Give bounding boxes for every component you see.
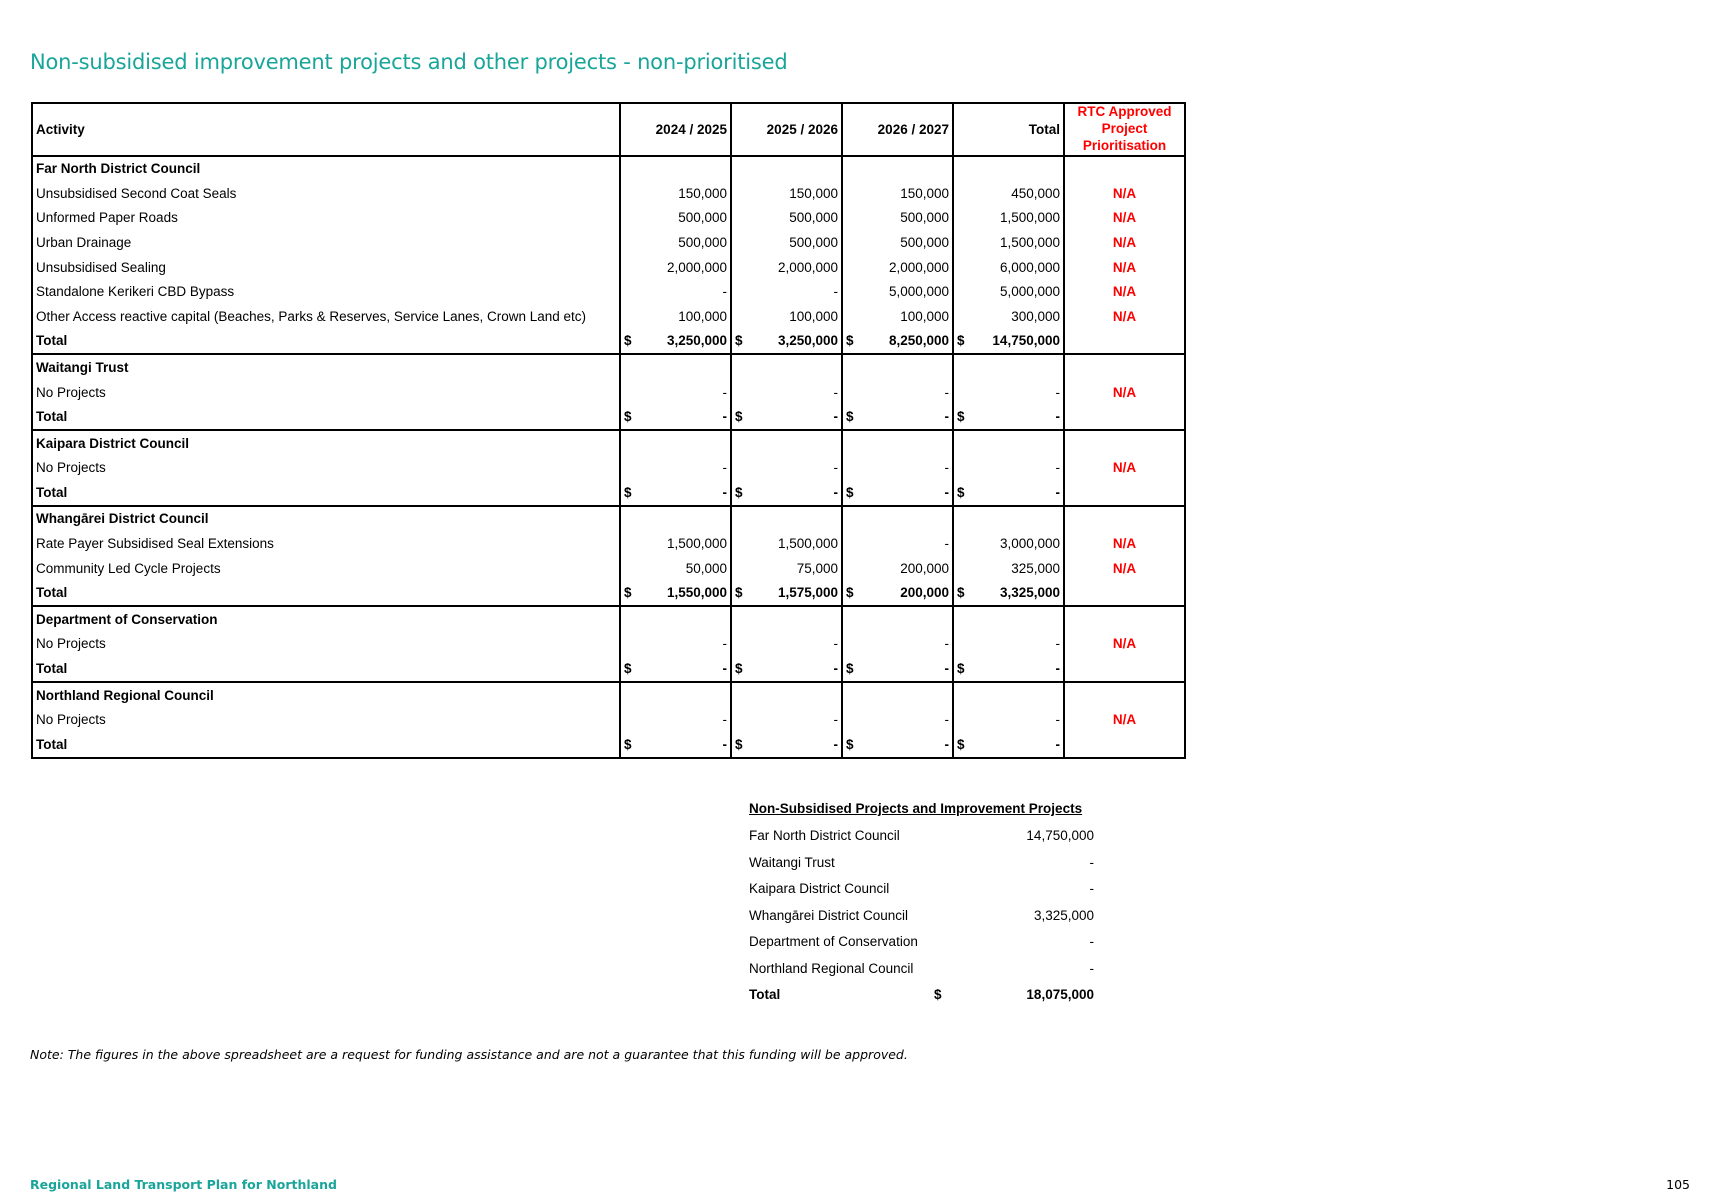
currency-symbol: $ (957, 484, 965, 500)
empty-cell (1064, 682, 1185, 708)
total-y2-cell (731, 657, 842, 683)
currency-symbol: $ (735, 661, 743, 677)
empty-cell (731, 606, 842, 632)
empty-cell (953, 506, 1064, 532)
total-value: 3,250,000 (777, 333, 838, 349)
activity-cell: Unsubsidised Second Coat Seals (32, 181, 620, 206)
currency-symbol: $ (846, 333, 854, 349)
summary-heading: Non-Subsidised Projects and Improvement Projects (749, 801, 1083, 816)
empty-cell (620, 682, 731, 708)
total-total-cell (953, 480, 1064, 506)
table-row (32, 304, 1185, 329)
y2-cell: - (731, 632, 842, 657)
table-row (32, 556, 1185, 581)
activity-cell: No Projects (32, 380, 620, 405)
rtc-cell: N/A (1064, 380, 1185, 405)
total-value: - (944, 661, 949, 677)
total-y3-cell (842, 581, 953, 607)
group-name: Waitangi Trust (32, 354, 620, 380)
group-name: Far North District Council (32, 156, 620, 182)
group-name: Northland Regional Council (32, 682, 620, 708)
currency-symbol: $ (624, 736, 632, 752)
currency-symbol: $ (957, 736, 965, 752)
currency-symbol: $ (846, 585, 854, 601)
empty-cell (620, 506, 731, 532)
total-y1-cell (620, 405, 731, 431)
summary-block (749, 802, 1094, 1014)
summary-org-name: Far North District Council (749, 828, 900, 843)
currency-symbol: $ (624, 661, 632, 677)
empty-cell (842, 606, 953, 632)
currency-symbol: $ (957, 333, 965, 349)
currency-symbol: $ (735, 736, 743, 752)
currency-symbol: $ (846, 409, 854, 425)
y2-cell: 100,000 (731, 304, 842, 329)
empty-cell (953, 682, 1064, 708)
total-value: - (833, 736, 838, 752)
total-y3-cell (842, 657, 953, 683)
empty-cell (731, 506, 842, 532)
total-y1-cell (620, 657, 731, 683)
y2-cell: 500,000 (731, 206, 842, 231)
summary-org-value: 3,325,000 (1033, 907, 1094, 923)
total-label: Total (32, 657, 620, 683)
total-cell: 1,500,000 (953, 206, 1064, 231)
total-value: 8,250,000 (888, 333, 949, 349)
total-value: - (944, 736, 949, 752)
total-value: - (833, 484, 838, 500)
total-value: - (722, 484, 727, 500)
currency-symbol: $ (624, 409, 632, 425)
y3-cell: - (842, 532, 953, 557)
y1-cell: 50,000 (620, 556, 731, 581)
y1-cell: - (620, 380, 731, 405)
summary-org-name: Kaipara District Council (749, 881, 890, 896)
group-name: Department of Conservation (32, 606, 620, 632)
y1-cell: - (620, 280, 731, 305)
total-cell: - (953, 708, 1064, 733)
total-value: - (722, 661, 727, 677)
y2-cell: 2,000,000 (731, 255, 842, 280)
funding-note: Note: The figures in the above spreadsheet are a request for funding assistance and are not a guarantee that this funding will be approved. (30, 1047, 908, 1062)
total-value: - (1055, 736, 1060, 752)
empty-cell (1064, 156, 1185, 182)
currency-symbol: $ (846, 484, 854, 500)
total-value: - (944, 409, 949, 425)
total-value: 1,550,000 (666, 585, 727, 601)
y1-cell: 100,000 (620, 304, 731, 329)
header-rtc-prioritisation: RTC Approved Project Prioritisation (1064, 103, 1185, 156)
rtc-cell: N/A (1064, 708, 1185, 733)
currency-symbol: $ (735, 585, 743, 601)
summary-total-label: Total (749, 987, 781, 1002)
total-total-cell (953, 581, 1064, 607)
rtc-cell: N/A (1064, 532, 1185, 557)
total-y3-cell (842, 329, 953, 355)
total-label: Total (32, 732, 620, 758)
group-name: Whangārei District Council (32, 506, 620, 532)
y3-cell: 150,000 (842, 181, 953, 206)
rtc-cell: N/A (1064, 206, 1185, 231)
group-name: Kaipara District Council (32, 430, 620, 456)
header-total: Total (953, 103, 1064, 156)
y2-cell: - (731, 280, 842, 305)
summary-rows (749, 828, 1094, 987)
y2-cell: - (731, 708, 842, 733)
empty-cell (1064, 430, 1185, 456)
currency-symbol: $ (846, 736, 854, 752)
group-total-row (32, 329, 1185, 355)
total-y3-cell (842, 732, 953, 758)
y1-cell: - (620, 708, 731, 733)
table-row (32, 206, 1185, 231)
rtc-cell: N/A (1064, 556, 1185, 581)
total-y2-cell (731, 329, 842, 355)
total-label: Total (32, 329, 620, 355)
group-header-row (32, 430, 1185, 456)
currency-symbol: $ (624, 585, 632, 601)
table-row (32, 380, 1185, 405)
total-total-cell (953, 657, 1064, 683)
total-y1-cell (620, 480, 731, 506)
summary-org-value: - (1089, 960, 1094, 976)
activity-cell: Unsubsidised Sealing (32, 255, 620, 280)
activity-cell: No Projects (32, 456, 620, 481)
table-header-row (32, 103, 1185, 156)
empty-cell (1064, 657, 1185, 683)
rtc-cell: N/A (1064, 230, 1185, 255)
total-total-cell (953, 732, 1064, 758)
total-y3-cell (842, 480, 953, 506)
y3-cell: - (842, 632, 953, 657)
currency-symbol: $ (735, 409, 743, 425)
summary-row (749, 934, 1094, 961)
empty-cell (1064, 329, 1185, 355)
y1-cell: - (620, 632, 731, 657)
y1-cell: 1,500,000 (620, 532, 731, 557)
group-total-row (32, 480, 1185, 506)
total-y1-cell (620, 581, 731, 607)
empty-cell (842, 156, 953, 182)
summary-org-name: Northland Regional Council (749, 960, 914, 976)
total-value: - (722, 409, 727, 425)
group-header-row (32, 156, 1185, 182)
rtc-cell: N/A (1064, 255, 1185, 280)
empty-cell (1064, 354, 1185, 380)
group-total-row (32, 657, 1185, 683)
summary-org-name: Department of Conservation (749, 934, 918, 949)
group-total-row (32, 405, 1185, 431)
y2-cell: 75,000 (731, 556, 842, 581)
y3-cell: - (842, 380, 953, 405)
empty-cell (620, 354, 731, 380)
total-value: - (944, 484, 949, 500)
table-row (32, 532, 1185, 557)
y3-cell: 500,000 (842, 230, 953, 255)
total-cell: 300,000 (953, 304, 1064, 329)
total-value: - (833, 661, 838, 677)
total-cell: 450,000 (953, 181, 1064, 206)
total-y1-cell (620, 329, 731, 355)
summary-org-value: - (1089, 881, 1094, 896)
currency-symbol: $ (624, 484, 632, 500)
empty-cell (620, 156, 731, 182)
table-row (32, 181, 1185, 206)
group-header-row (32, 606, 1185, 632)
empty-cell (842, 682, 953, 708)
total-cell: 5,000,000 (953, 280, 1064, 305)
total-y2-cell (731, 405, 842, 431)
total-cell: - (953, 632, 1064, 657)
empty-cell (953, 354, 1064, 380)
summary-row (749, 908, 1094, 935)
y2-cell: - (731, 380, 842, 405)
group-total-row (32, 732, 1185, 758)
table-row (32, 456, 1185, 481)
summary-org-name: Whangārei District Council (749, 907, 909, 923)
activity-cell: No Projects (32, 708, 620, 733)
total-total-cell (953, 405, 1064, 431)
y1-cell: 500,000 (620, 230, 731, 255)
rtc-cell: N/A (1064, 632, 1185, 657)
total-value: 3,325,000 (999, 585, 1060, 601)
total-value: 1,575,000 (777, 585, 838, 601)
table-row (32, 255, 1185, 280)
y3-cell: - (842, 456, 953, 481)
total-total-cell (953, 329, 1064, 355)
header-activity: Activity (32, 103, 620, 156)
empty-cell (1064, 480, 1185, 506)
y3-cell: 100,000 (842, 304, 953, 329)
y1-cell: 500,000 (620, 206, 731, 231)
total-cell: 1,500,000 (953, 230, 1064, 255)
total-y1-cell (620, 732, 731, 758)
y2-cell: - (731, 456, 842, 481)
empty-cell (731, 354, 842, 380)
total-y2-cell (731, 480, 842, 506)
activity-cell: Community Led Cycle Projects (32, 556, 620, 581)
empty-cell (842, 506, 953, 532)
total-label: Total (32, 405, 620, 431)
empty-cell (731, 430, 842, 456)
activity-cell: Urban Drainage (32, 230, 620, 255)
y3-cell: 200,000 (842, 556, 953, 581)
empty-cell (620, 430, 731, 456)
total-value: 14,750,000 (992, 333, 1060, 349)
table-row (32, 708, 1185, 733)
total-cell: 6,000,000 (953, 255, 1064, 280)
table-body (32, 156, 1185, 758)
header-2026-2027: 2026 / 2027 (842, 103, 953, 156)
summary-total-value: 18,075,000 (1026, 987, 1094, 1002)
group-total-row (32, 581, 1185, 607)
y1-cell: 150,000 (620, 181, 731, 206)
summary-total-row (749, 987, 1094, 1014)
footer-page-number: 105 (1666, 1177, 1690, 1192)
summary-org-name: Waitangi Trust (749, 854, 835, 870)
rtc-cell: N/A (1064, 456, 1185, 481)
total-value: - (833, 409, 838, 425)
currency-symbol: $ (624, 333, 632, 349)
rtc-cell: N/A (1064, 280, 1185, 305)
total-value: - (1055, 661, 1060, 677)
currency-symbol: $ (735, 484, 743, 500)
total-y2-cell (731, 732, 842, 758)
empty-cell (1064, 732, 1185, 758)
rtc-cell: N/A (1064, 304, 1185, 329)
empty-cell (620, 606, 731, 632)
y3-cell: 500,000 (842, 206, 953, 231)
empty-cell (1064, 581, 1185, 607)
summary-total-currency: $ (934, 987, 942, 1002)
empty-cell (842, 354, 953, 380)
rtc-cell: N/A (1064, 181, 1185, 206)
y1-cell: 2,000,000 (620, 255, 731, 280)
total-value: - (1055, 484, 1060, 500)
footer-document-title: Regional Land Transport Plan for Northland (30, 1177, 337, 1192)
activity-cell: Rate Payer Subsidised Seal Extensions (32, 532, 620, 557)
total-value: - (1055, 409, 1060, 425)
y1-cell: - (620, 456, 731, 481)
total-value: 3,250,000 (666, 333, 727, 349)
table-row (32, 280, 1185, 305)
empty-cell (953, 606, 1064, 632)
activity-cell: Other Access reactive capital (Beaches, Parks & Reserves, Service Lanes, Crown Land etc) (32, 304, 620, 329)
activity-cell: Standalone Kerikeri CBD Bypass (32, 280, 620, 305)
y2-cell: 500,000 (731, 230, 842, 255)
summary-row (749, 961, 1094, 988)
summary-org-value: 14,750,000 (1026, 828, 1094, 843)
total-cell: 3,000,000 (953, 532, 1064, 557)
total-cell: 325,000 (953, 556, 1064, 581)
summary-row (749, 828, 1094, 855)
summary-org-value: - (1089, 854, 1094, 870)
empty-cell (953, 156, 1064, 182)
currency-symbol: $ (957, 661, 965, 677)
currency-symbol: $ (735, 333, 743, 349)
total-label: Total (32, 480, 620, 506)
y3-cell: 5,000,000 (842, 280, 953, 305)
y2-cell: 150,000 (731, 181, 842, 206)
total-value: - (722, 736, 727, 752)
projects-table (31, 102, 1186, 759)
currency-symbol: $ (957, 585, 965, 601)
empty-cell (1064, 405, 1185, 431)
table-row (32, 230, 1185, 255)
page-title: Non-subsidised improvement projects and other projects - non-prioritised (30, 50, 788, 74)
group-header-row (32, 682, 1185, 708)
empty-cell (842, 430, 953, 456)
header-2025-2026: 2025 / 2026 (731, 103, 842, 156)
total-y2-cell (731, 581, 842, 607)
total-label: Total (32, 581, 620, 607)
total-value: 200,000 (900, 585, 949, 601)
activity-cell: No Projects (32, 632, 620, 657)
empty-cell (1064, 606, 1185, 632)
summary-row (749, 855, 1094, 882)
group-header-row (32, 506, 1185, 532)
header-2024-2025: 2024 / 2025 (620, 103, 731, 156)
y3-cell: 2,000,000 (842, 255, 953, 280)
total-cell: - (953, 456, 1064, 481)
summary-row (749, 881, 1094, 908)
total-y3-cell (842, 405, 953, 431)
currency-symbol: $ (846, 661, 854, 677)
summary-org-value: - (1089, 934, 1094, 949)
table-row (32, 632, 1185, 657)
currency-symbol: $ (957, 409, 965, 425)
empty-cell (731, 156, 842, 182)
total-cell: - (953, 380, 1064, 405)
empty-cell (731, 682, 842, 708)
empty-cell (1064, 506, 1185, 532)
group-header-row (32, 354, 1185, 380)
y2-cell: 1,500,000 (731, 532, 842, 557)
y3-cell: - (842, 708, 953, 733)
empty-cell (953, 430, 1064, 456)
activity-cell: Unformed Paper Roads (32, 206, 620, 231)
